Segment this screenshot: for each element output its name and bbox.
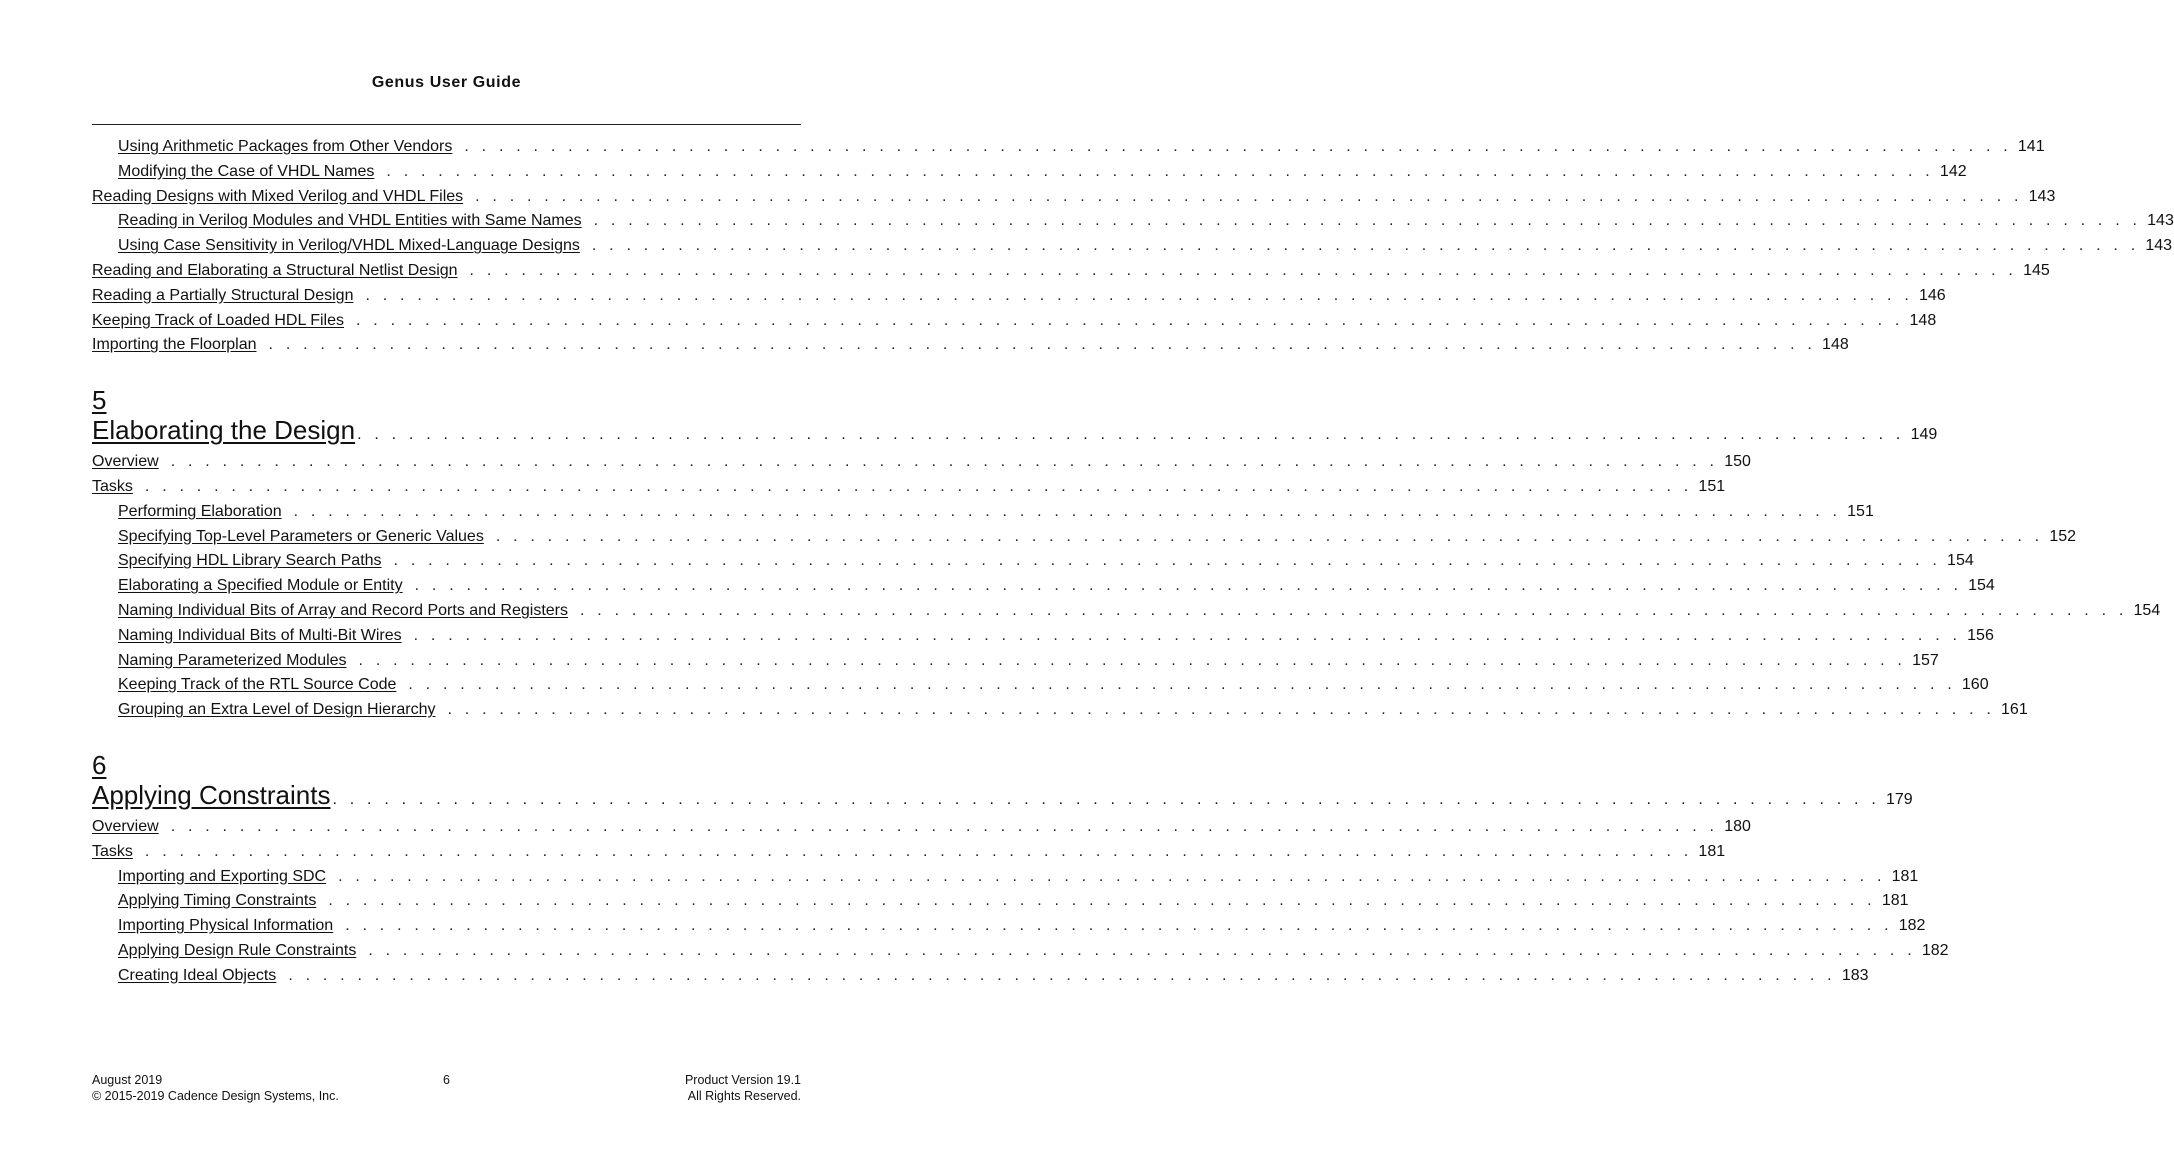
dot-leader: . . . . . . . . . . . . . . . . . . . . . . . . . . . . . . . . . . . . . . . . . . . . . . . . . . . . . . . . . . . . . . . . . . . . . . . . . . . . . . . . . . . . . . . . . . [356,311,1904,329]
toc-page-number: 152 [2049,527,2077,545]
toc-chapter [92,385,2161,726]
toc-entry [92,966,1869,992]
toc-entry [92,311,1937,337]
toc-entry-link[interactable]: Tasks [92,842,133,860]
dot-leader: . . . . . . . . . . . . . . . . . . . . . . . . . . . . . . . . . . . . . . . . . . . . . . . . . . . . . . . . . . . . . . . . . . . . . . . . . . . . . . . . . . . . . . . . . . [144,842,1693,860]
dot-leader: . . . . . . . . . . . . . . . . . . . . . . . . . . . . . . . . . . . . . . . . . . . . . . . . . . . . . . . . . . . . . . . . . . . . . . . . . . . . . . . . . . . . . . . . . . [408,676,1956,694]
dot-leader: . . . . . . . . . . . . . . . . . . . . . . . . . . . . . . . . . . . . . . . . . . . . . . . . . . . . . . . . . . . . . . . . . . . . . . . . . . . . . . . . . . . . . . . . . . [393,552,1942,570]
toc-entry-link[interactable]: Performing Elaboration [118,502,282,520]
toc-page-number: 161 [2001,701,2028,719]
footer-date: August 2019 [92,1073,163,1087]
chapter-page-number: 149 [1910,426,1938,444]
dot-leader: . . . . . . . . . . . . . . . . . . . . . . . . . . . . . . . . . . . . . . . . . . . . . . . . . . . . . . . . . . . . . . . . . . . . . . . . . . . . . . . . . . . . . . . . . . [358,651,1907,669]
toc-entry [92,336,1849,361]
toc-entry [92,527,2077,553]
toc-page-number: 154 [1968,577,1995,595]
toc-entry-link[interactable]: Overview [92,817,159,835]
toc-page-number: 143 [2147,212,2174,230]
toc-page-number: 148 [1909,311,1937,329]
toc-page-number: 156 [1967,626,1994,644]
toc-entry [92,941,1949,967]
toc-entry [92,626,1994,652]
chapter-entries [92,453,2161,726]
footer-rights: All Rights Reserved. [687,1089,801,1103]
toc-entry-link[interactable]: Reading Designs with Mixed Verilog and VHDL Files [92,187,464,205]
toc-entry [92,817,1751,843]
toc-page-number: 160 [1961,676,1989,694]
toc-page-number: 143 [2145,237,2173,255]
toc-entry-link[interactable]: Grouping an Extra Level of Design Hierarchy [118,701,436,719]
toc-entry-link[interactable]: Keeping Track of the RTL Source Code [118,676,397,694]
toc-entry [92,651,1939,677]
footer-version: Product Version 19.1 [684,1073,801,1087]
toc-page-number: 146 [1918,286,1946,304]
toc-entry [92,261,2050,287]
toc-entry-link[interactable]: Using Case Sensitivity in Verilog/VHDL Mixed-Language Designs [118,237,580,255]
toc-entry [92,577,1995,602]
toc-entry-link[interactable]: Overview [92,453,159,471]
toc-section-continued [92,138,2174,361]
chapter-title-row [92,779,1913,816]
toc-page-number: 141 [2017,138,2045,155]
toc-chapters [92,385,2161,991]
dot-leader: . . . . . . . . . . . . . . . . . . . . . . . . . . . . . . . . . . . . . . . . . . . . . . . . . . . . . . . . . . . . . . . . . . . . . . . . . . . . . . . . . . . . . . . . . . [170,453,1719,471]
footer-page-number: 6 [443,1073,450,1087]
page-header: Genus User Guide [371,74,522,91]
toc-entry-link[interactable]: Specifying HDL Library Search Paths [118,552,382,570]
footer-right [685,1072,801,1104]
dot-leader: . . . . . . . . . . . . . . . . . . . . . . . . . . . . . . . . . . . . . . . . . . . . . . . . . . . . . . . . . . . . . . . . . . . . . . . . . . . . . . . . . . . . . . . . . . [293,502,1842,520]
toc-entry-link[interactable]: Applying Timing Constraints [118,892,317,910]
toc-entry [92,162,1967,188]
dot-leader: . . . . . . . . . . . . . . . . . . . . . . . . . . . . . . . . . . . . . . . . . . . . . . . . . . . . . . . . . . . . . . . . . . . . . . . . . . . . . . . . . . . . . . . . . . [593,212,2142,230]
dot-leader: . . . . . . . . . . . . . . . . . . . . . . . . . . . . . . . . . . . . . . . . . . . . . . . . . . . . . . . . . . . . . . . . . . . . . . . . . . . . . . . . . . . . . . . . . . [345,917,1893,935]
toc-entry-link[interactable]: Importing Physical Information [118,917,334,935]
chapter-number [92,750,801,780]
toc-page-number: 181 [1891,867,1919,885]
dot-leader: . . . . . . . . . . . . . . . . . . . . . . . . . . . . . . . . . . . . . . . . . . . . . . . . . . . . . . . . . . . . . . . . . . . . . . . . . . . . . . . . . . . . . . . . . . [332,790,1880,808]
dot-leader: . . . . . . . . . . . . . . . . . . . . . . . . . . . . . . . . . . . . . . . . . . . . . . . . . . . . . . . . . . . . . . . . . . . . . . . . . . . . . . . . . . . . . . . . . . [338,867,1886,885]
toc-page-number: 182 [1921,941,1949,959]
chapter-page-number: 179 [1885,790,1913,808]
toc-entry-link[interactable]: Importing the Floorplan [92,336,257,354]
dot-leader: . . . . . . . . . . . . . . . . . . . . . . . . . . . . . . . . . . . . . . . . . . . . . . . . . . . . . . . . . . . . . . . . . . . . . . . . . . . . . . . . . . . . . . . . . . [464,138,2012,155]
dot-leader: . . . . . . . . . . . . . . . . . . . . . . . . . . . . . . . . . . . . . . . . . . . . . . . . . . . . . . . . . . . . . . . . . . . . . . . . . . . . . . . . . . . . . . . . . . [475,187,2023,205]
header-rule [92,124,801,125]
toc-entry-link[interactable]: Importing and Exporting SDC [118,867,327,885]
chapter-number-link[interactable]: 5 [92,385,107,416]
toc-entry [92,842,1726,868]
toc-entry-link[interactable]: Applying Design Rule Constraints [118,941,357,959]
toc-entry [92,601,2161,627]
table-of-contents [92,138,2174,992]
toc-entry-link[interactable]: Modifying the Case of VHDL Names [118,162,375,180]
toc-entry-link[interactable]: Specifying Top-Level Parameters or Generic Values [118,527,484,545]
dot-leader: . . . . . . . . . . . . . . . . . . . . . . . . . . . . . . . . . . . . . . . . . . . . . . . . . . . . . . . . . . . . . . . . . . . . . . . . . . . . . . . . . . . . . . . . . . [365,286,1913,304]
toc-page-number: 151 [1847,502,1874,520]
toc-page-number: 182 [1898,917,1926,935]
toc-entry [92,286,1946,312]
toc-page-number: 183 [1841,966,1869,984]
toc-entry-link[interactable]: Tasks [92,477,133,495]
toc-page-number: 154 [2133,601,2161,619]
toc-entry-link[interactable]: Naming Individual Bits of Array and Record Ports and Registers [118,601,568,619]
toc-entry [92,552,1974,577]
dot-leader: . . . . . . . . . . . . . . . . . . . . . . . . . . . . . . . . . . . . . . . . . . . . . . . . . . . . . . . . . . . . . . . . . . . . . . . . . . . . . . . . . . . . . . . . . . [414,577,1963,595]
toc-page-number: 181 [1698,842,1726,860]
dot-leader: . . . . . . . . . . . . . . . . . . . . . . . . . . . . . . . . . . . . . . . . . . . . . . . . . . . . . . . . . . . . . . . . . . . . . . . . . . . . . . . . . . . . . . . . . . [288,966,1836,984]
toc-entry [92,477,1726,503]
dot-leader: . . . . . . . . . . . . . . . . . . . . . . . . . . . . . . . . . . . . . . . . . . . . . . . . . . . . . . . . . . . . . . . . . . . . . . . . . . . . . . . . . . . . . . . . . . [328,892,1876,910]
toc-entry-link[interactable]: Reading in Verilog Modules and VHDL Entities with Same Names [118,212,582,230]
toc-page-number: 180 [1724,817,1751,835]
toc-entry-link[interactable]: Naming Parameterized Modules [118,651,347,669]
chapter-title-link[interactable]: Elaborating the Design [92,415,356,446]
toc-page-number: 143 [2028,187,2056,205]
dot-leader: . . . . . . . . . . . . . . . . . . . . . . . . . . . . . . . . . . . . . . . . . . . . . . . . . . . . . . . . . . . . . . . . . . . . . . . . . . . . . . . . . . . . . . . . . . [368,941,1916,959]
toc-entry [92,676,1989,701]
footer-copyright: © 2015-2019 Cadence Design Systems, Inc. [92,1089,339,1103]
dot-leader: . . . . . . . . . . . . . . . . . . . . . . . . . . . . . . . . . . . . . . . . . . . . . . . . . . . . . . . . . . . . . . . . . . . . . . . . . . . . . . . . . . . . . . . . . . [170,817,1719,835]
toc-entry-link[interactable]: Creating Ideal Objects [118,966,277,984]
toc-entry [92,701,2028,726]
toc-entry-link[interactable]: Reading and Elaborating a Structural Netlist Design [92,261,458,279]
dot-leader: . . . . . . . . . . . . . . . . . . . . . . . . . . . . . . . . . . . . . . . . . . . . . . . . . . . . . . . . . . . . . . . . . . . . . . . . . . . . . . . . . . . . . . . . . . [447,701,1996,719]
toc-entry [92,917,1926,942]
toc-entry [92,237,2173,262]
dot-leader: . . . . . . . . . . . . . . . . . . . . . . . . . . . . . . . . . . . . . . . . . . . . . . . . . . . . . . . . . . . . . . . . . . . . . . . . . . . . . . . . . . . . . . . . . . [386,162,1934,180]
dot-leader: . . . . . . . . . . . . . . . . . . . . . . . . . . . . . . . . . . . . . . . . . . . . . . . . . . . . . . . . . . . . . . . . . . . . . . . . . . . . . . . . . . . . . . . . . . [144,477,1693,495]
toc-entry-link[interactable]: Elaborating a Specified Module or Entity [118,577,403,595]
chapter-number [92,385,801,415]
dot-leader: . . . . . . . . . . . . . . . . . . . . . . . . . . . . . . . . . . . . . . . . . . . . . . . . . . . . . . . . . . . . . . . . . . . . . . . . . . . . . . . . . . . . . . . . . . [268,336,1817,354]
toc-entry-link[interactable]: Keeping Track of Loaded HDL Files [92,311,344,329]
toc-page-number: 181 [1881,892,1909,910]
toc-entry [92,867,1919,893]
chapter-entries [92,817,1949,992]
dot-leader: . . . . . . . . . . . . . . . . . . . . . . . . . . . . . . . . . . . . . . . . . . . . . . . . . . . . . . . . . . . . . . . . . . . . . . . . . . . . . . . . . . . . . . . . . . [591,237,2140,255]
toc-entry [92,453,1751,478]
dot-leader: . . . . . . . . . . . . . . . . . . . . . . . . . . . . . . . . . . . . . . . . . . . . . . . . . . . . . . . . . . . . . . . . . . . . . . . . . . . . . . . . . . . . . . . . . . [469,261,2018,279]
chapter-title-link[interactable]: Applying Constraints [92,779,331,810]
dot-leader: . . . . . . . . . . . . . . . . . . . . . . . . . . . . . . . . . . . . . . . . . . . . . . . . . . . . . . . . . . . . . . . . . . . . . . . . . . . . . . . . . . . . . . . . . . [357,426,1905,444]
dot-leader: . . . . . . . . . . . . . . . . . . . . . . . . . . . . . . . . . . . . . . . . . . . . . . . . . . . . . . . . . . . . . . . . . . . . . . . . . . . . . . . . . . . . . . . . . . [495,527,2044,545]
toc-entry-link[interactable]: Using Arithmetic Packages from Other Vendors [118,138,453,155]
toc-page-number: 150 [1724,453,1751,471]
toc-page-number: 148 [1822,336,1849,354]
toc-entry-link[interactable]: Reading a Partially Structural Design [92,286,354,304]
chapter-number-link[interactable]: 6 [92,749,107,780]
toc-entry [92,212,2174,237]
toc-entry [92,138,2045,163]
toc-entry [92,187,2056,213]
toc-page-number: 142 [1939,162,1967,180]
toc-entry [92,892,1909,917]
toc-page-number: 157 [1912,651,1939,669]
chapter-title-row [92,415,1938,451]
dot-leader: . . . . . . . . . . . . . . . . . . . . . . . . . . . . . . . . . . . . . . . . . . . . . . . . . . . . . . . . . . . . . . . . . . . . . . . . . . . . . . . . . . . . . . . . . . [580,601,2128,619]
toc-entry-link[interactable]: Naming Individual Bits of Multi-Bit Wires [118,626,402,644]
toc-chapter [92,749,1949,992]
toc-page-number: 154 [1947,552,1974,570]
dot-leader: . . . . . . . . . . . . . . . . . . . . . . . . . . . . . . . . . . . . . . . . . . . . . . . . . . . . . . . . . . . . . . . . . . . . . . . . . . . . . . . . . . . . . . . . . . [413,626,1962,644]
toc-page-number: 145 [2023,261,2050,279]
toc-entry [92,502,1874,528]
toc-page-number: 151 [1698,477,1726,495]
